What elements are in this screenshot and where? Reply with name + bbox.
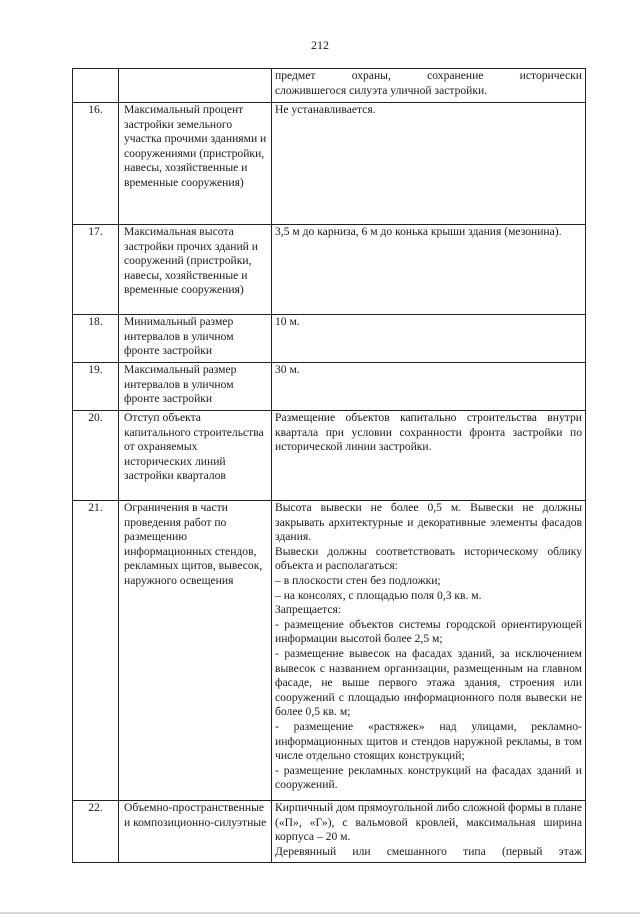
value-paragraph: Вывески должны соответствовать историческому облику объекта и располагаться: (275, 544, 582, 573)
parameter-value (272, 501, 586, 801)
page-edge-line (0, 912, 640, 914)
value-paragraph: предмет охраны, сохранение исторически (275, 69, 582, 82)
row-number: 19. (73, 363, 119, 411)
parameter-value (272, 69, 586, 103)
table-row (73, 501, 586, 801)
value-paragraph: 30 м. (275, 363, 300, 376)
page-number: 212 (311, 38, 329, 52)
parameter-value (272, 225, 586, 315)
value-paragraph: Запрещается: (275, 603, 342, 617)
table-row (73, 801, 586, 863)
value-paragraph: Размещение объектов капитально строительства внутри квартала при условии сохранности фронта застройки по исторической линии застройки. (275, 411, 582, 454)
parameter-value (272, 103, 586, 225)
value-paragraph: - размещение рекламных конструкций на фасадах зданий и сооружений. (275, 763, 582, 792)
table-row (73, 315, 586, 363)
row-number: 20. (73, 411, 119, 501)
table-row (73, 411, 586, 501)
parameter-name: Отступ объекта капитального строительства от охраняемых исторических линий застройки кварталов (119, 411, 272, 501)
row-number (73, 69, 119, 103)
table-row (73, 225, 586, 315)
value-paragraph: - размещение объектов системы городской ориентирующей информации высотой более 2,5 м; (275, 617, 582, 646)
regulations-table (72, 68, 586, 863)
value-paragraph: Не устанавливается. (275, 103, 376, 116)
parameter-name: Минимальный размер интервалов в уличном фронте застройки (119, 315, 272, 363)
parameter-name (119, 69, 272, 103)
value-paragraph: – в плоскости стен без подложки; (275, 573, 441, 587)
value-paragraph: – на консолях, с площадью поля 0,3 кв. м. (275, 588, 482, 602)
parameter-value (272, 411, 586, 501)
parameter-name: Максимальная высота застройки прочих зданий и сооружений (пристройки, навесы, хозяйственные и временные сооружения) (119, 225, 272, 315)
value-paragraph: 3,5 м до карниза, 6 м до конька крыши здания (мезонина). (275, 225, 562, 238)
parameter-value (272, 801, 586, 863)
parameter-name: Ограничения в части проведения работ по размещению информационных стендов, рекламных щитов, вывесок, наружного освещения (119, 501, 272, 801)
row-number: 16. (73, 103, 119, 225)
parameter-value (272, 315, 586, 363)
value-paragraph: Деревянный или смешанного типа (первый этаж (275, 844, 582, 858)
parameter-value (272, 363, 586, 411)
value-paragraph: - размещение «растяжек» над улицами, рекламно-информационных щитов и стендов наружной рекламы, в том числе отдельно стоящих конструкций; (275, 719, 582, 763)
row-number: 22. (73, 801, 119, 863)
parameter-name: Максимальный процент застройки земельного участка прочими зданиями и сооружениями (пристройки, навесы, хозяйственные и временные сооружения) (119, 103, 272, 225)
value-paragraph: сложившегося силуэта уличной застройки. (275, 83, 488, 97)
row-number: 21. (73, 501, 119, 801)
table-row (73, 69, 586, 103)
value-paragraph: Кирпичный дом прямоугольной либо сложной формы в плане («П», «Г»), с вальмовой кровлей, максимальная ширина корпуса – 20 м. (275, 801, 582, 844)
row-number: 17. (73, 225, 119, 315)
row-number: 18. (73, 315, 119, 363)
table-row (73, 363, 586, 411)
parameter-name: Максимальный размер интервалов в уличном фронте застройки (119, 363, 272, 411)
table-row (73, 103, 586, 225)
value-paragraph: 10 м. (275, 315, 300, 328)
parameter-name: Объемно-пространственные и композиционно-силуэтные (119, 801, 272, 863)
value-paragraph: - размещение вывесок на фасадах зданий, за исключением вывесок с названием организации, размещенным на главном фасаде, не выше первого этажа здания, строения или сооружений с площадью информационного поля вывески не более 0,5 кв. м; (275, 646, 582, 719)
value-paragraph: Высота вывески не более 0,5 м. Вывески не должны закрывать архитектурные и декоративные элементы фасадов здания. (275, 501, 582, 544)
